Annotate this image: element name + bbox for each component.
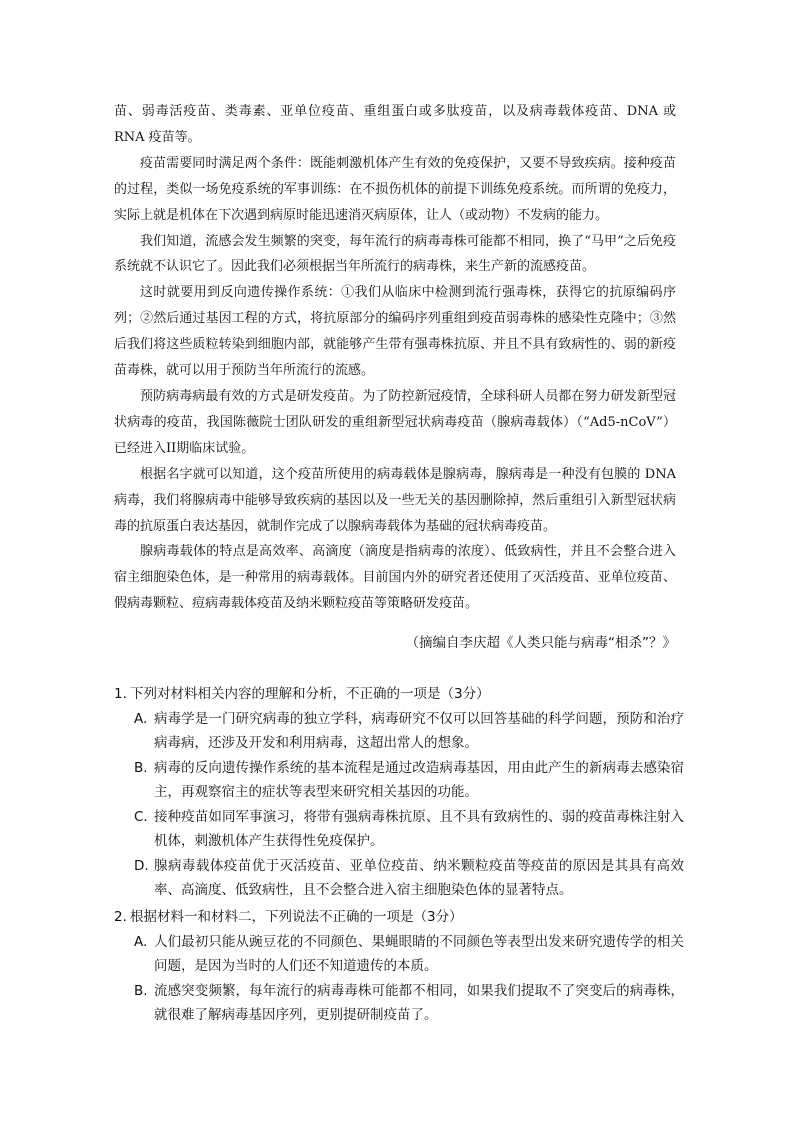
reading-passage	[114, 99, 676, 617]
passage-paragraph-4: 这时就要用到反向遗传操作系统：①我们从临床中检测到流行强毒株，获得它的抗原编码序列；②然后通过基因工程的方式，将抗原部分的编码序列重组到疫苗弱毒株的感染性克隆中；③然后我们将这些质粒转染到细胞内部，就能够产生带有强毒株抗原、并且不具有致病性的、弱的新疫苗毒株，就可以用于预防当年所流行的流感。	[114, 285, 676, 379]
option-text: 病毒学是一门研究病毒的独立学科，病毒研究不仅可以回答基础的科学问题，预防和治疗病毒病，还涉及开发和利用病毒，这超出常人的想象。	[154, 711, 684, 751]
option-text: 接种疫苗如同军事演习，将带有强病毒株抗原、且不具有致病性的、弱的疫苗毒株注射入机体，刺激机体产生获得性免疫保护。	[154, 809, 684, 849]
option-a	[114, 707, 684, 755]
option-text: 病毒的反向遗传操作系统的基本流程是通过改造病毒基因，用由此产生的新病毒去感染宿主，再观察宿主的症状等表型来研究相关基因的功能。	[154, 760, 684, 800]
option-d	[114, 854, 684, 902]
option-b	[114, 756, 684, 804]
option-letter: C.	[134, 809, 148, 825]
question-text: 根据材料一和材料二，下列说法不正确的一项是（3分）	[130, 909, 463, 925]
option-letter: D.	[134, 858, 149, 874]
option-text: 腺病毒载体疫苗优于灭活疫苗、亚单位疫苗、纳米颗粒疫苗等疫苗的原因是其具有高效率、高滴度、低致病性，且不会整合进入宿主细胞染色体的显著特点。	[154, 858, 684, 898]
question-1	[114, 682, 684, 902]
question-2	[114, 905, 684, 1027]
question-stem	[114, 905, 684, 929]
passage-paragraph-2: 疫苗需要同时满足两个条件：既能刺激机体产生有效的免疫保护，又要不导致疾病。接种疫苗的过程，类似一场免疫系统的军事训练：在不损伤机体的前提下训练免疫系统。而所谓的免疫力，实际上就是机体在下次遇到病原时能迅速消灭病原体，让人（或动物）不发病的能力。	[114, 155, 676, 223]
passage-source: （摘编自李庆超《人类只能与病毒“相杀”？》	[405, 635, 676, 651]
option-letter: A.	[134, 934, 148, 950]
option-letter: A.	[134, 711, 148, 727]
option-text: 流感突变频繁，每年流行的病毒毒株可能都不相同，如果我们提取不了突变后的病毒株，就很难了解病毒基因序列，更别提研制疫苗了。	[154, 983, 684, 1023]
question-number: 1.	[114, 686, 127, 702]
option-text: 人们最初只能从豌豆花的不同颜色、果蝇眼睛的不同颜色等表型出发来研究遗传学的相关问题，是因为当时的人们还不知道遗传的本质。	[154, 934, 684, 974]
question-text: 下列对材料相关内容的理解和分析，不正确的一项是（3分）	[130, 686, 490, 702]
passage-paragraph-6: 根据名字就可以知道，这个疫苗所使用的病毒载体是腺病毒，腺病毒是一种没有包膜的 DNA 病毒，我们将腺病毒中能够导致疾病的基因以及一些无关的基因删除掉，然后重组引入新型冠状病毒的抗原蛋白表达基因，就制作完成了以腺病毒载体为基础的冠状病毒疫苗。	[114, 466, 676, 534]
passage-paragraph-7: 腺病毒载体的特点是高效率、高滴度（滴度是指病毒的浓度）、低致病性，并且不会整合进入宿主细胞染色体，是一种常用的病毒载体。目前国内外的研究者还使用了灭活疫苗、亚单位疫苗、假病毒颗粒、痘病毒载体疫苗及纳米颗粒疫苗等策略研发疫苗。	[114, 544, 676, 612]
question-stem	[114, 682, 684, 706]
option-letter: B.	[134, 760, 148, 776]
passage-paragraph-5: 预防病毒病最有效的方式是研发疫苗。为了防控新冠疫情，全球科研人员都在努力研发新型冠状病毒的疫苗，我国陈薇院士团队研发的重组新型冠状病毒疫苗（腺病毒载体）（“Ad5-nCoV”）已经进入II期临床试验。	[114, 388, 676, 456]
option-letter: B.	[134, 983, 148, 999]
option-a	[114, 930, 684, 978]
question-list	[114, 682, 684, 1030]
passage-paragraph-3: 我们知道，流感会发生频繁的突变，每年流行的病毒毒株可能都不相同，换了“马甲”之后免疫系统就不认识它了。因此我们必须根据当年所流行的病毒株，来生产新的流感疫苗。	[114, 233, 676, 275]
passage-paragraph-1: 苗、弱毒活疫苗、类毒素、亚单位疫苗、重组蛋白或多肽疫苗，以及病毒载体疫苗、DNA 或 RNA 疫苗等。	[114, 104, 676, 145]
option-b	[114, 979, 684, 1027]
option-c	[114, 805, 684, 853]
question-number: 2.	[114, 909, 127, 925]
